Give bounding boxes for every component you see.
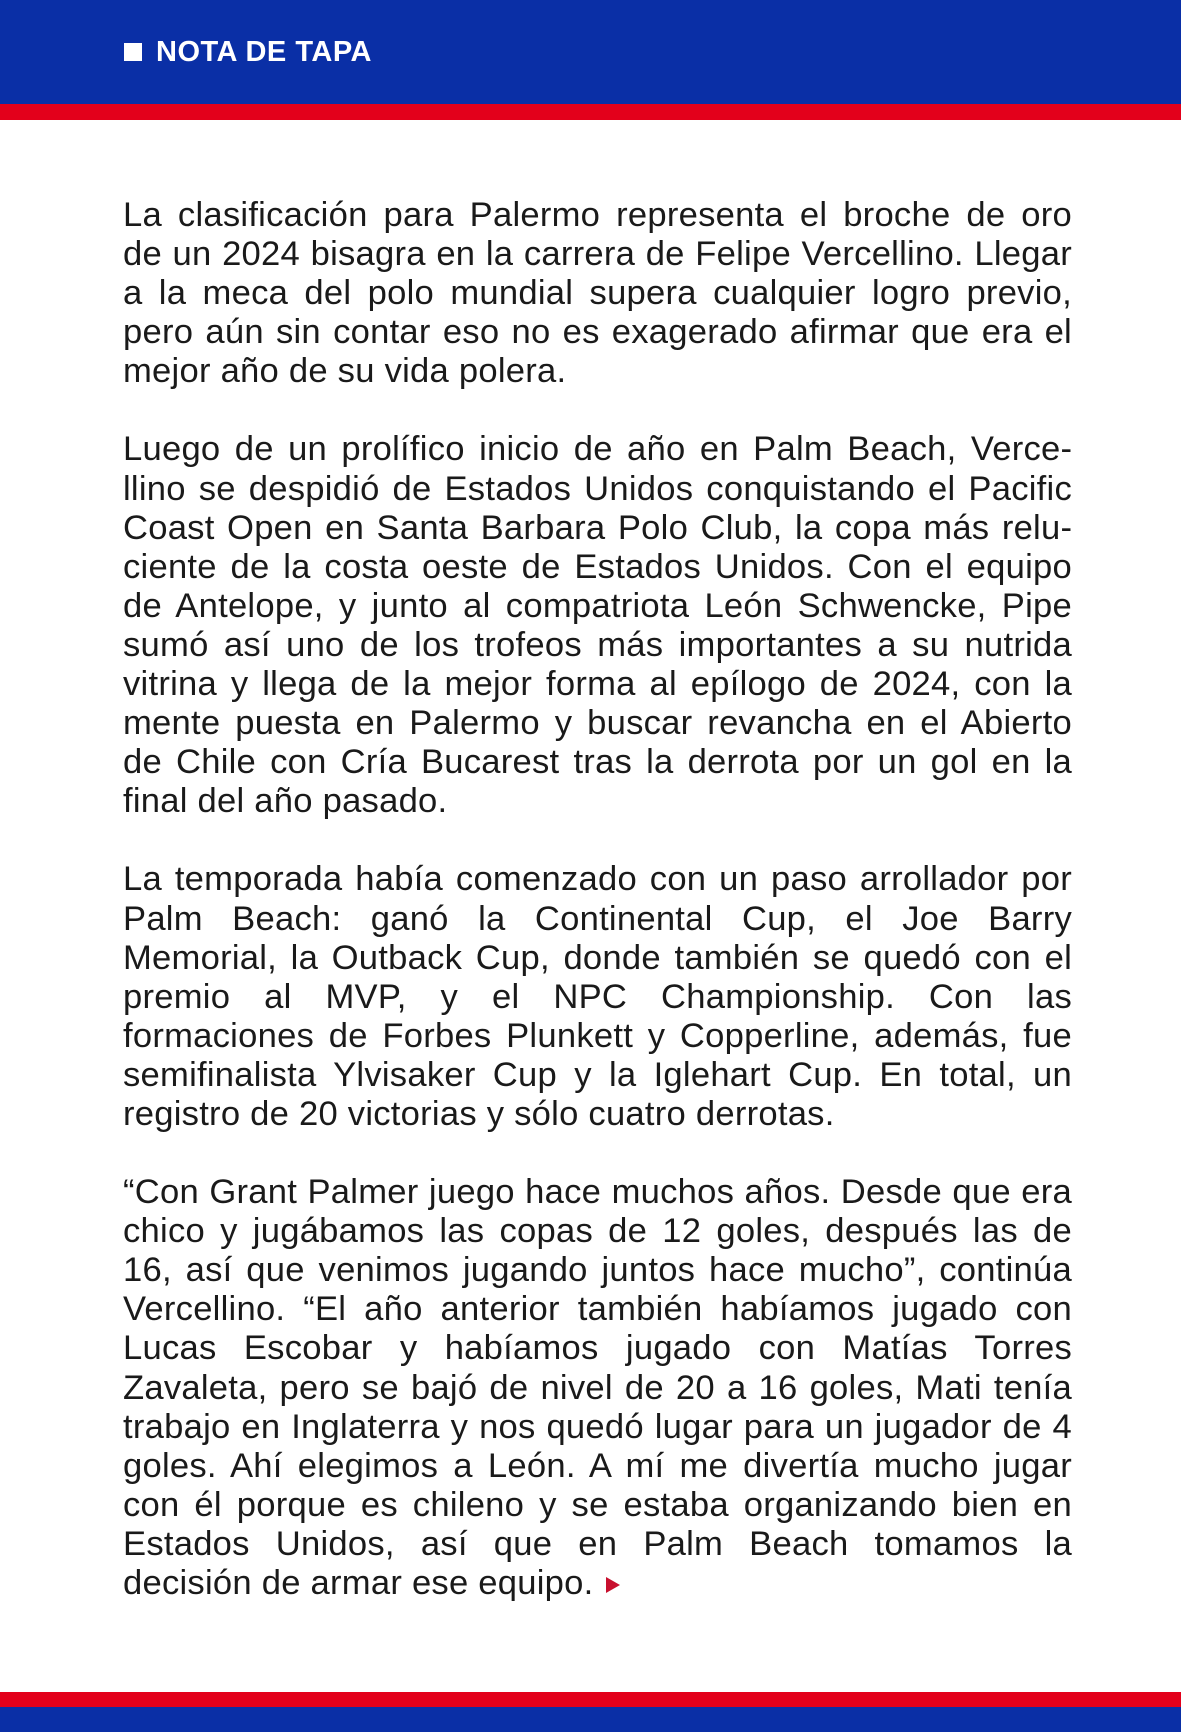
paragraph-4-text: “Con Grant Palmer juego hace muchos años. Desde que era chico y jugábamos las copas de 12 goles, después las de 16, así que venimos jugando juntos hace mucho”, continúa Vercellino. “El año anterior también habíamos jugado con Lucas Escobar y habíamos jugado con Matías Torres Zavaleta, pero se bajó de nivel de 20 a 16 goles, Mati tenía trabajo en Inglaterra y nos quedó lugar para un jugador de 4 goles. Ahí elegimos a León. A mí me divertía mucho jugar con él porque es chileno y se estaba organizando bien en Estados Unidos, así que en Palm Beach tomamos la decisión de armar ese equipo. bbox=[123, 1173, 1072, 1602]
paragraph-3: La temporada había comenzado con un paso arrollador por Palm Beach: ganó la Continental Cup, el Joe Barry Memorial, la Outback Cup, donde también se quedó con el premio al MVP, y el NPC Championship. Con las formaciones de Forbes Plunkett y Copperline, además, fue semifinalista Ylvisaker Cup y la Iglehart Cup. En total, un registro de 20 victorias y sólo cuatro derrotas. bbox=[123, 860, 1072, 1133]
footer-band bbox=[0, 1707, 1181, 1732]
square-bullet-icon bbox=[124, 43, 142, 61]
paragraph-4 bbox=[123, 1173, 1072, 1603]
footer-red-stripe bbox=[0, 1692, 1181, 1707]
section-label bbox=[124, 32, 372, 72]
section-label-text: NOTA DE TAPA bbox=[156, 35, 372, 68]
continue-arrow-icon bbox=[606, 1577, 620, 1593]
header-red-stripe bbox=[0, 104, 1181, 120]
paragraph-1: La clasificación para Palermo representa el broche de oro de un 2024 bisagra en la carrera de Felipe Vercellino. Llegar a la meca del polo mundial supera cualquier logro previo, pero aún sin contar eso no es exagerado afirmar que era el mejor año de su vida polera. bbox=[123, 196, 1072, 391]
paragraph-2: Luego de un prolífico inicio de año en Palm Beach, Vercellino se despidió de Estados Unidos conquistando el Pacific Coast Open en Santa Barbara Polo Club, la copa más reluciente de la costa oeste de Estados Unidos. Con el equipo de Antelope, y junto al compatriota León Schwencke, Pipe sumó así uno de los trofeos más importantes a su nutrida vitrina y llega de la mejor forma al epílogo de 2024, con la mente puesta en Palermo y buscar revancha en el Abierto de Chile con Cría Bucarest tras la derrota por un gol en la final del año pasado. bbox=[123, 430, 1072, 821]
article-body bbox=[123, 196, 1072, 1642]
